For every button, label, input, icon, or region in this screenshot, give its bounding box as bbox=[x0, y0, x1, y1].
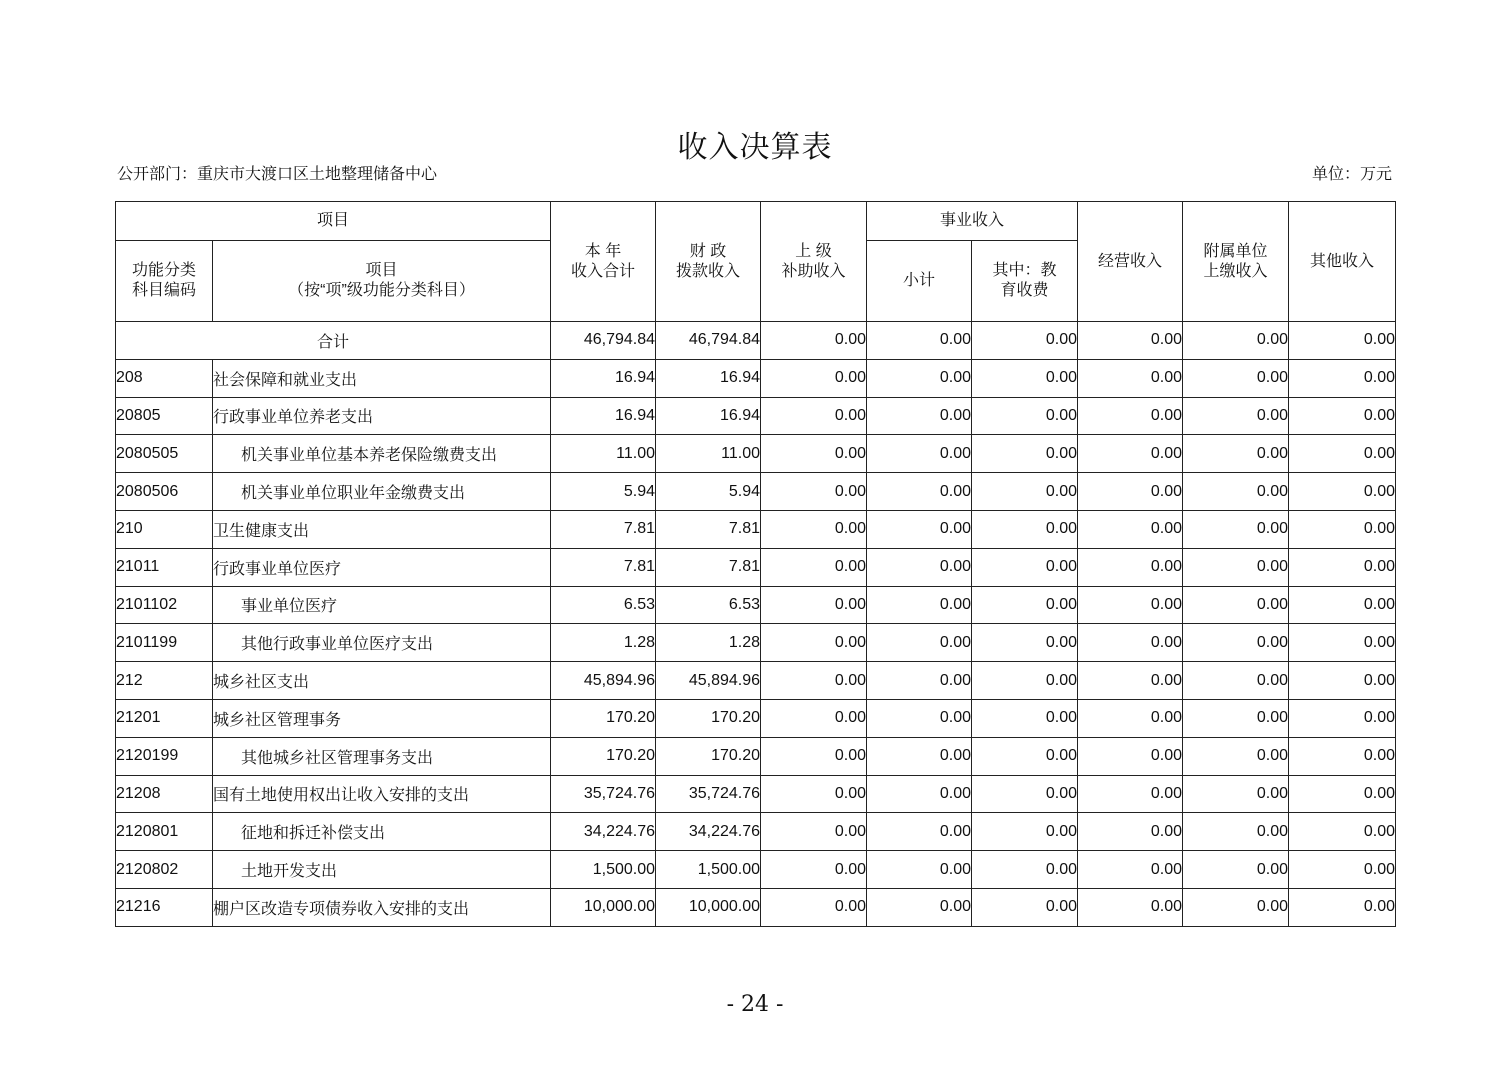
row-value: 0.00 bbox=[867, 813, 972, 851]
row-value: 0.00 bbox=[1289, 359, 1396, 397]
row-value: 0.00 bbox=[867, 473, 972, 511]
row-value: 0.00 bbox=[972, 624, 1078, 662]
row-value: 0.00 bbox=[1289, 586, 1396, 624]
header-business-income: 事业收入 bbox=[867, 202, 1078, 241]
row-value: 0.00 bbox=[1183, 397, 1289, 435]
table-row bbox=[116, 888, 1396, 926]
row-value: 0.00 bbox=[972, 586, 1078, 624]
row-value: 0.00 bbox=[1289, 435, 1396, 473]
row-name: 社会保障和就业支出 bbox=[213, 359, 551, 397]
row-value: 7.81 bbox=[551, 510, 656, 548]
row-value: 0.00 bbox=[1183, 662, 1289, 700]
row-name: 城乡社区管理事务 bbox=[213, 699, 551, 737]
header-fiscal-income: 财 政 拨款收入 bbox=[656, 202, 761, 322]
row-name: 机关事业单位基本养老保险缴费支出 bbox=[213, 435, 551, 473]
row-value: 0.00 bbox=[1078, 737, 1183, 775]
row-code: 2120801 bbox=[116, 813, 213, 851]
row-value: 0.00 bbox=[972, 662, 1078, 700]
row-value: 170.20 bbox=[551, 737, 656, 775]
row-value: 0.00 bbox=[1289, 624, 1396, 662]
total-label: 合计 bbox=[116, 322, 551, 360]
row-value: 0.00 bbox=[1289, 473, 1396, 511]
row-value: 0.00 bbox=[1289, 737, 1396, 775]
row-code: 212 bbox=[116, 662, 213, 700]
row-value: 0.00 bbox=[1289, 813, 1396, 851]
row-value: 0.00 bbox=[867, 397, 972, 435]
row-value: 0.00 bbox=[972, 548, 1078, 586]
row-name: 其他行政事业单位医疗支出 bbox=[213, 624, 551, 662]
header-total-income: 本 年 收入合计 bbox=[551, 202, 656, 322]
total-value: 46,794.84 bbox=[656, 322, 761, 360]
row-value: 45,894.96 bbox=[656, 662, 761, 700]
row-value: 0.00 bbox=[867, 435, 972, 473]
row-value: 35,724.76 bbox=[551, 775, 656, 813]
row-value: 0.00 bbox=[1289, 888, 1396, 926]
row-value: 10,000.00 bbox=[656, 888, 761, 926]
table-row bbox=[116, 397, 1396, 435]
row-value: 0.00 bbox=[1078, 435, 1183, 473]
row-value: 0.00 bbox=[1183, 510, 1289, 548]
row-value: 170.20 bbox=[656, 699, 761, 737]
header-item-name: 项目 （按“项”级功能分类科目） bbox=[213, 241, 551, 322]
row-value: 0.00 bbox=[1289, 699, 1396, 737]
row-value: 5.94 bbox=[656, 473, 761, 511]
table-row bbox=[116, 586, 1396, 624]
row-code: 210 bbox=[116, 510, 213, 548]
row-name: 征地和拆迁补偿支出 bbox=[213, 813, 551, 851]
total-value: 0.00 bbox=[972, 322, 1078, 360]
header-edu-fee: 其中：教 育收费 bbox=[972, 241, 1078, 322]
row-value: 0.00 bbox=[1183, 775, 1289, 813]
row-value: 0.00 bbox=[761, 473, 867, 511]
table-row bbox=[116, 435, 1396, 473]
row-value: 11.00 bbox=[656, 435, 761, 473]
row-value: 0.00 bbox=[1183, 813, 1289, 851]
row-name: 行政事业单位医疗 bbox=[213, 548, 551, 586]
row-value: 0.00 bbox=[867, 888, 972, 926]
row-value: 0.00 bbox=[1183, 435, 1289, 473]
header-superior-subsidy: 上 级 补助收入 bbox=[761, 202, 867, 322]
row-value: 0.00 bbox=[761, 775, 867, 813]
row-value: 34,224.76 bbox=[656, 813, 761, 851]
table-row bbox=[116, 662, 1396, 700]
row-value: 0.00 bbox=[1289, 662, 1396, 700]
row-value: 0.00 bbox=[867, 699, 972, 737]
row-value: 0.00 bbox=[1078, 397, 1183, 435]
row-value: 0.00 bbox=[761, 359, 867, 397]
row-value: 0.00 bbox=[1183, 851, 1289, 889]
row-value: 1.28 bbox=[656, 624, 761, 662]
row-name: 其他城乡社区管理事务支出 bbox=[213, 737, 551, 775]
row-name: 城乡社区支出 bbox=[213, 662, 551, 700]
row-value: 0.00 bbox=[1183, 624, 1289, 662]
row-value: 0.00 bbox=[761, 662, 867, 700]
page-title: 收入决算表 bbox=[677, 130, 833, 165]
table-row bbox=[116, 813, 1396, 851]
table-row bbox=[116, 737, 1396, 775]
row-value: 0.00 bbox=[761, 624, 867, 662]
table-header bbox=[116, 202, 1396, 322]
row-value: 170.20 bbox=[551, 699, 656, 737]
row-value: 0.00 bbox=[761, 813, 867, 851]
row-value: 0.00 bbox=[867, 359, 972, 397]
row-name: 棚户区改造专项债券收入安排的支出 bbox=[213, 888, 551, 926]
row-value: 1,500.00 bbox=[551, 851, 656, 889]
income-final-accounts-table bbox=[115, 201, 1396, 927]
row-value: 0.00 bbox=[1289, 548, 1396, 586]
row-value: 0.00 bbox=[1183, 586, 1289, 624]
row-value: 0.00 bbox=[867, 737, 972, 775]
row-value: 0.00 bbox=[761, 851, 867, 889]
row-value: 0.00 bbox=[867, 586, 972, 624]
row-value: 0.00 bbox=[1183, 473, 1289, 511]
row-value: 0.00 bbox=[972, 851, 1078, 889]
row-name: 卫生健康支出 bbox=[213, 510, 551, 548]
row-value: 0.00 bbox=[1078, 586, 1183, 624]
row-value: 0.00 bbox=[1183, 737, 1289, 775]
row-value: 16.94 bbox=[656, 397, 761, 435]
row-value: 34,224.76 bbox=[551, 813, 656, 851]
header-operating-income: 经营收入 bbox=[1078, 202, 1183, 322]
header-item-group: 项目 bbox=[116, 202, 551, 241]
table-row bbox=[116, 359, 1396, 397]
row-value: 0.00 bbox=[761, 435, 867, 473]
row-code: 20805 bbox=[116, 397, 213, 435]
row-code: 2080505 bbox=[116, 435, 213, 473]
row-value: 0.00 bbox=[972, 359, 1078, 397]
department-label: 公开部门：重庆市大渡口区土地整理储备中心 bbox=[117, 164, 438, 183]
row-value: 45,894.96 bbox=[551, 662, 656, 700]
total-value: 0.00 bbox=[1183, 322, 1289, 360]
row-name: 行政事业单位养老支出 bbox=[213, 397, 551, 435]
row-value: 0.00 bbox=[972, 510, 1078, 548]
row-value: 0.00 bbox=[1078, 624, 1183, 662]
table-row bbox=[116, 699, 1396, 737]
total-value: 0.00 bbox=[867, 322, 972, 360]
row-value: 0.00 bbox=[867, 662, 972, 700]
row-value: 0.00 bbox=[972, 775, 1078, 813]
table-row bbox=[116, 851, 1396, 889]
row-value: 1.28 bbox=[551, 624, 656, 662]
row-value: 16.94 bbox=[551, 397, 656, 435]
row-value: 0.00 bbox=[1078, 775, 1183, 813]
row-value: 170.20 bbox=[656, 737, 761, 775]
row-code: 208 bbox=[116, 359, 213, 397]
total-value: 46,794.84 bbox=[551, 322, 656, 360]
table-row bbox=[116, 775, 1396, 813]
row-value: 7.81 bbox=[656, 548, 761, 586]
unit-label: 单位：万元 bbox=[1311, 164, 1392, 183]
row-value: 0.00 bbox=[1078, 662, 1183, 700]
row-code: 21011 bbox=[116, 548, 213, 586]
total-row bbox=[116, 322, 1396, 360]
row-value: 0.00 bbox=[761, 586, 867, 624]
row-code: 2101102 bbox=[116, 586, 213, 624]
row-value: 16.94 bbox=[656, 359, 761, 397]
row-value: 0.00 bbox=[761, 397, 867, 435]
row-code: 2080506 bbox=[116, 473, 213, 511]
row-value: 0.00 bbox=[1183, 888, 1289, 926]
row-code: 21201 bbox=[116, 699, 213, 737]
row-value: 0.00 bbox=[867, 851, 972, 889]
row-value: 0.00 bbox=[867, 548, 972, 586]
row-code: 2120802 bbox=[116, 851, 213, 889]
row-value: 0.00 bbox=[867, 624, 972, 662]
row-value: 0.00 bbox=[972, 435, 1078, 473]
row-value: 7.81 bbox=[656, 510, 761, 548]
row-value: 5.94 bbox=[551, 473, 656, 511]
header-subtotal: 小计 bbox=[867, 241, 972, 322]
row-code: 2101199 bbox=[116, 624, 213, 662]
header-func-code: 功能分类 科目编码 bbox=[116, 241, 213, 322]
row-value: 0.00 bbox=[972, 737, 1078, 775]
row-value: 0.00 bbox=[761, 699, 867, 737]
row-value: 0.00 bbox=[972, 888, 1078, 926]
row-value: 0.00 bbox=[972, 397, 1078, 435]
total-value: 0.00 bbox=[1078, 322, 1183, 360]
row-value: 1,500.00 bbox=[656, 851, 761, 889]
row-code: 2120199 bbox=[116, 737, 213, 775]
row-name: 土地开发支出 bbox=[213, 851, 551, 889]
row-value: 0.00 bbox=[1183, 699, 1289, 737]
table-row bbox=[116, 548, 1396, 586]
row-value: 0.00 bbox=[972, 813, 1078, 851]
row-code: 21216 bbox=[116, 888, 213, 926]
table-row bbox=[116, 510, 1396, 548]
row-name: 事业单位医疗 bbox=[213, 586, 551, 624]
row-value: 0.00 bbox=[867, 775, 972, 813]
row-code: 21208 bbox=[116, 775, 213, 813]
row-value: 6.53 bbox=[551, 586, 656, 624]
row-value: 0.00 bbox=[867, 510, 972, 548]
row-value: 0.00 bbox=[761, 510, 867, 548]
header-other-income: 其他收入 bbox=[1289, 202, 1396, 322]
page-number: - 24 - bbox=[726, 992, 784, 1017]
row-value: 0.00 bbox=[1078, 359, 1183, 397]
row-value: 0.00 bbox=[1078, 851, 1183, 889]
row-value: 0.00 bbox=[1289, 775, 1396, 813]
row-value: 0.00 bbox=[1078, 548, 1183, 586]
row-value: 0.00 bbox=[972, 699, 1078, 737]
row-value: 0.00 bbox=[972, 473, 1078, 511]
row-value: 35,724.76 bbox=[656, 775, 761, 813]
table-body bbox=[116, 322, 1396, 927]
row-value: 0.00 bbox=[1183, 548, 1289, 586]
row-value: 6.53 bbox=[656, 586, 761, 624]
table-row bbox=[116, 473, 1396, 511]
header-affiliated-income: 附属单位 上缴收入 bbox=[1183, 202, 1289, 322]
row-value: 0.00 bbox=[761, 548, 867, 586]
row-value: 0.00 bbox=[1289, 851, 1396, 889]
row-name: 机关事业单位职业年金缴费支出 bbox=[213, 473, 551, 511]
row-value: 16.94 bbox=[551, 359, 656, 397]
row-value: 0.00 bbox=[1078, 473, 1183, 511]
row-value: 0.00 bbox=[1183, 359, 1289, 397]
row-value: 0.00 bbox=[1078, 813, 1183, 851]
row-value: 0.00 bbox=[761, 737, 867, 775]
row-value: 0.00 bbox=[761, 888, 867, 926]
row-value: 0.00 bbox=[1289, 397, 1396, 435]
row-value: 7.81 bbox=[551, 548, 656, 586]
total-value: 0.00 bbox=[1289, 322, 1396, 360]
row-name: 国有土地使用权出让收入安排的支出 bbox=[213, 775, 551, 813]
table-row bbox=[116, 624, 1396, 662]
row-value: 0.00 bbox=[1078, 888, 1183, 926]
total-value: 0.00 bbox=[761, 322, 867, 360]
row-value: 0.00 bbox=[1078, 510, 1183, 548]
row-value: 0.00 bbox=[1289, 510, 1396, 548]
row-value: 0.00 bbox=[1078, 699, 1183, 737]
row-value: 11.00 bbox=[551, 435, 656, 473]
row-value: 10,000.00 bbox=[551, 888, 656, 926]
